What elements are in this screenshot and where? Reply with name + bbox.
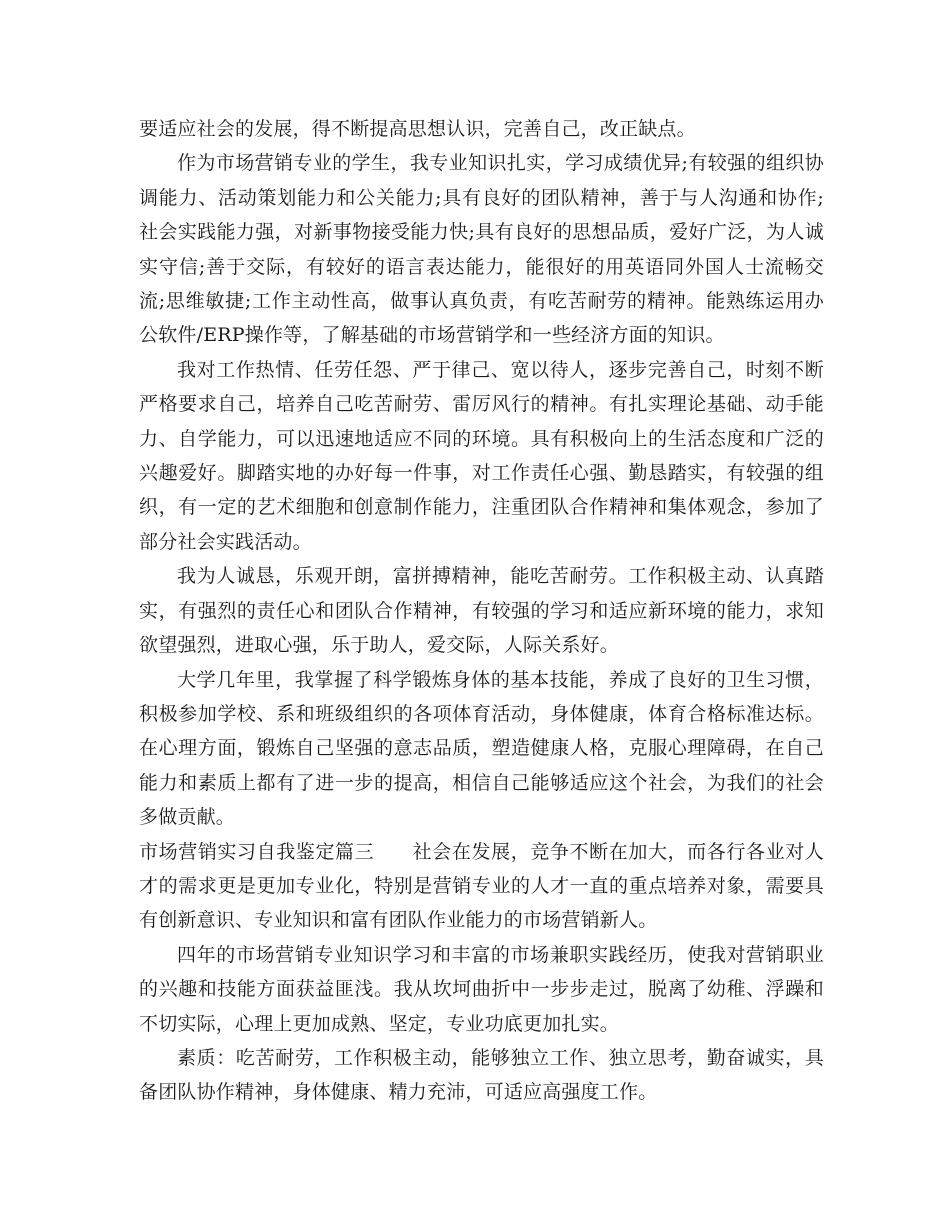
section-three [139,835,824,938]
document-body [139,112,824,1110]
section-lead: 社会在发展，竞争不断在加大，而各行各业对人才的需求更是更加专业化，特别是营销专业的人才一直的重点培养对象，需要具有创新意识、专业知识和富有团队作业能力的市场营销新人。 [139,840,825,932]
paragraph-physical-health: 大学几年里，我掌握了科学锻炼身体的基本技能，养成了良好的卫生习惯，积极参加学校、系和班级组织的各项体育活动，身体健康，体育合格标准达标。在心理方面，锻炼自己坚强的意志品质，塑造健康人格，克服心理障碍，在自己能力和素质上都有了进一步的提高，相信自己能够适应这个社会，为我们的社会多做贡献。 [139,668,824,829]
paragraph-continuation: 要适应社会的发展，得不断提高思想认识，完善自己，改正缺点。 [139,118,696,140]
paragraph-work-attitude: 我对工作热情、任劳任怨、严于律己、宽以待人，逐步完善自己，时刻不断严格要求自己，培养自己吃苦耐劳、雷厉风行的精神。有扎实理论基础、动手能力、自学能力，可以迅速地适应不同的环境。具有积极向上的生活态度和广泛的兴趣爱好。脚踏实地的办好每一件事，对工作责任心强、勤恳踏实，有较强的组织，有一定的艺术细胞和创意制作能力，注重团队合作精神和集体观念，参加了部分社会实践活动。 [139,358,824,553]
section-heading: 市场营销实习自我鉴定篇三 [139,840,375,863]
paragraph-personality: 我为人诚恳，乐观开朗，富拼搏精神，能吃苦耐劳。工作积极主动、认真踏实，有强烈的责任心和团队合作精神，有较强的学习和适应新环境的能力，求知欲望强烈，进取心强，乐于助人，爱交际，人际关系好。 [139,565,824,657]
paragraph-major-skills: 作为市场营销专业的学生，我专业知识扎实，学习成绩优异;有较强的组织协调能力、活动策划能力和公关能力;具有良好的团队精神，善于与人沟通和协作;社会实践能力强，对新事物接受能力快;具有良好的思想品质，爱好广泛，为人诚实守信;善于交际，有较好的语言表达能力，能很好的用英语同外国人士流畅交流;思维敏捷;工作主动性高，做事认真负责，有吃苦耐劳的精神。能熟练运用办公软件/ERP操作等，了解基础的市场营销学和一些经济方面的知识。 [139,152,824,347]
paragraph-qualities: 素质：吃苦耐劳，工作积极主动，能够独立工作、独立思考，勤奋诚实，具备团队协作精神，身体健康、精力充沛，可适应高强度工作。 [139,1046,824,1104]
paragraph-experience: 四年的市场营销专业知识学习和丰富的市场兼职实践经历，使我对营销职业的兴趣和技能方面获益匪浅。我从坎坷曲折中一步步走过，脱离了幼稚、浮躁和不切实际，心理上更加成熟、坚定，专业功底更加扎实。 [139,943,824,1035]
